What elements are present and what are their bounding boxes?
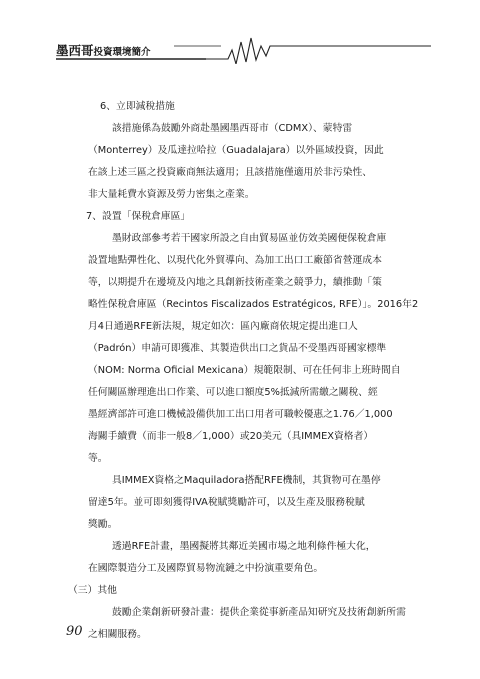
section-6-line-1: 該措施係為鼓勵外商赴墨國墨西哥市（CDMX）、蒙特雷 <box>112 123 353 134</box>
section-7-para2-line-3: 獎勵。 <box>88 519 118 530</box>
section-7-heading: 7、設置「保稅倉庫區」 <box>86 211 191 222</box>
header-title <box>56 41 151 59</box>
section-7-line-3: 等，以期提升在邊境及內地之具創新技術產業之競爭力，續推動「策 <box>88 277 382 288</box>
section-7-line-9: 墨經濟部許可進口機械設備供加工出口用者可職較優惠之1.76／1,000 <box>88 409 393 420</box>
section-7-para3-line-2: 在國際製造分工及國際貿易物流鏈之中扮演重要角色。 <box>88 563 324 574</box>
section-7-para3-line-1: 透過RFE計畫，墨國擬將其鄰近美國市場之地利條件極大化， <box>112 541 376 552</box>
section-6-line-3: 在該上述三區之投資廠商無法適用；且該措施僅適用於非污染性、 <box>88 167 373 178</box>
section-other-line-1: 鼓勵企業創新研發計畫：提供企業從事新產品知研究及技術創新所需 <box>112 607 406 618</box>
section-7-line-2: 設置地點彈性化、以現代化外貿導向、為加工出口工廠節省營運成本 <box>88 255 382 266</box>
section-other-line-2: 之相關服務。 <box>88 629 147 640</box>
section-6-line-4: 非大量耗費水資源及勞力密集之產業。 <box>88 189 255 200</box>
section-6-heading: 6、立即減稅措施 <box>100 101 175 112</box>
section-7-line-7: （NOM: Norma Oficial Mexicana）規範限制、可在任何非上班時間自 <box>88 365 401 376</box>
header-title-main: 墨西哥 <box>56 43 94 58</box>
section-7-line-10: 海關手續費（而非一般8／1,000）或20美元（具IMMEX資格者） <box>88 431 374 442</box>
section-7-line-5: 月4日通過RFE新法規，規定如次：區內廠商依規定提出進口人 <box>88 321 358 332</box>
header-title-sub: 投資環境簡介 <box>93 47 151 58</box>
section-other-heading: （三）其他 <box>68 585 117 596</box>
section-7-para2-line-2: 留達5年。並可即刻獲得IVA稅賦獎勵許可，以及生產及服務稅賦 <box>88 497 365 508</box>
section-7-line-4: 略性保稅倉庫區（Recintos Fiscalizados Estratégicos, RFE）」。2016年2 <box>88 299 419 310</box>
section-6-line-2: （Monterrey）及瓜達拉哈拉（Guadalajara）以外區域投資，因此 <box>88 145 384 156</box>
section-7-line-6: （Padrón）申請可即獲准、其製造供出口之貨品不受墨西哥國家標準 <box>88 343 387 354</box>
section-7-line-8: 任何關區辦理進出口作業、可以進口額度5%抵減所需繳之關稅、經 <box>88 387 378 398</box>
page-number: 90 <box>66 624 83 639</box>
section-7-line-11: 等。 <box>88 453 108 464</box>
running-header <box>56 28 431 64</box>
section-7-line-1: 墨財政部參考若干國家所設之自由貿易區並仿效美國便保稅倉庫 <box>112 233 387 244</box>
section-7-para2-line-1: 具IMMEX資格之Maquiladora搭配RFE機制，其貨物可在墨停 <box>112 475 381 486</box>
